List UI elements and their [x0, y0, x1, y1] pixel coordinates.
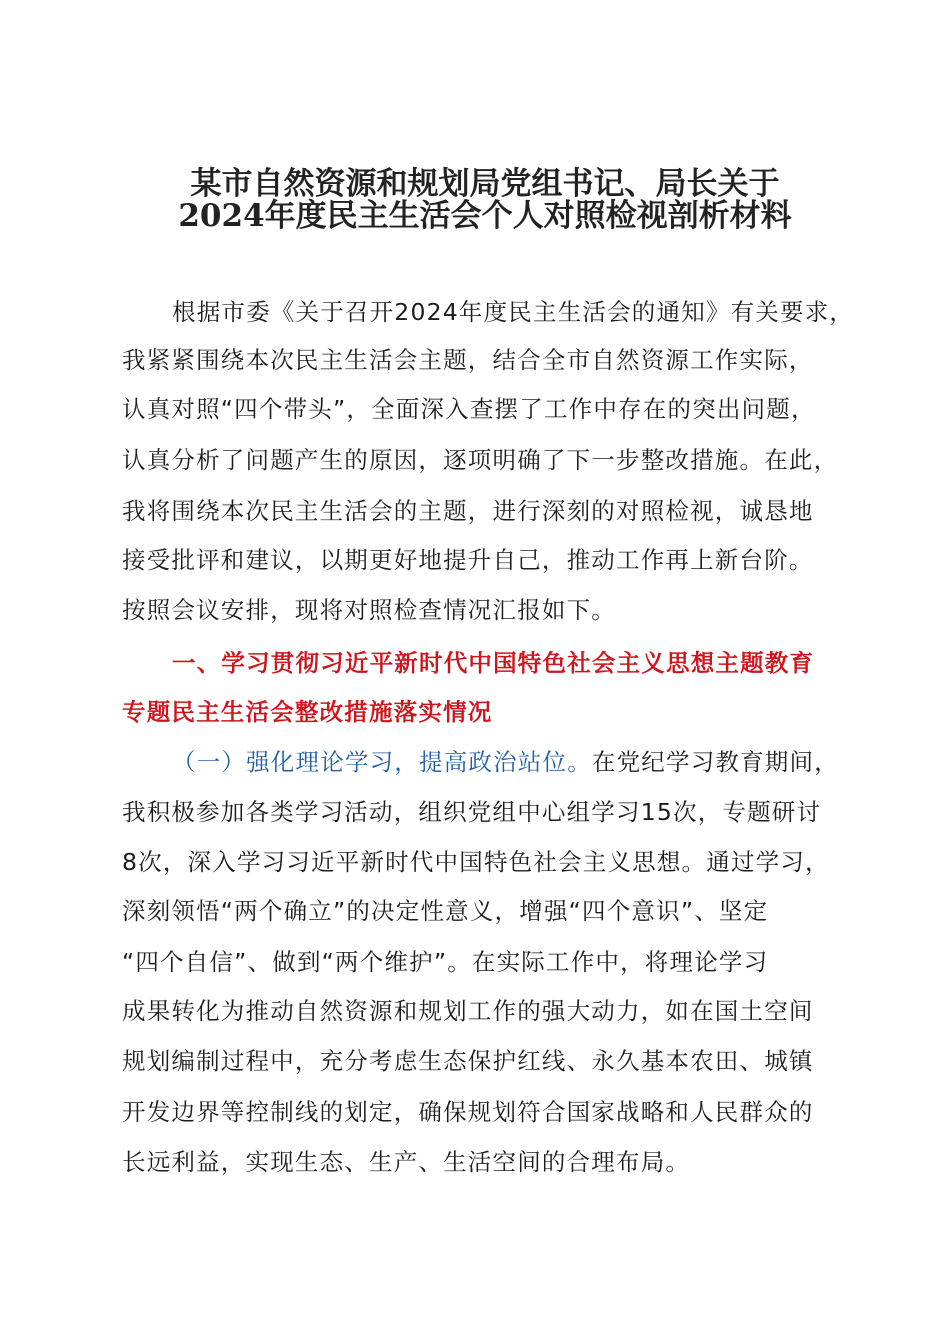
intro-line: 我紧紧围绕本次民主生活会主题，结合全市自然资源工作实际，: [122, 346, 814, 374]
body-line: 深刻领悟“两个确立”的决定性意义，增强“四个意识”、坚定: [122, 897, 769, 925]
intro-line: 接受批评和建议，以期更好地提升自己，推动工作再上新台阶。: [122, 546, 814, 574]
subsection-first-line: [172, 746, 839, 778]
subsection-first-line-text: 在党纪学习教育期间，: [591, 748, 839, 776]
section-heading-line-1: 一、学习贯彻习近平新时代中国特色社会主义思想主题教育: [172, 649, 815, 677]
document-title-line-2: 2024年度民主生活会个人对照检视剖析材料: [178, 198, 792, 234]
intro-line: 按照会议安排，现将对照检查情况汇报如下。: [122, 596, 616, 624]
body-line: 规划编制过程中，充分考虑生态保护红线、永久基本农田、城镇: [122, 1047, 814, 1075]
intro-line: 根据市委《关于召开2024年度民主生活会的通知》有关要求，: [172, 298, 855, 326]
section-heading-line-2: 专题民主生活会整改措施落实情况: [122, 698, 493, 726]
body-line: 开发边界等控制线的划定，确保规划符合国家战略和人民群众的: [122, 1098, 814, 1126]
body-line: “四个自信”、做到“两个维护”。在实际工作中，将理论学习: [122, 948, 769, 976]
document-title-line-1: 某市自然资源和规划局党组书记、局长关于: [190, 166, 780, 202]
subsection-label: （一）强化理论学习，提高政治站位。: [172, 748, 592, 776]
intro-line: 我将围绕本次民主生活会的主题，进行深刻的对照检视，诚恳地: [122, 497, 814, 525]
body-line: 我积极参加各类学习活动，组织党组中心组学习15次，专题研讨: [122, 798, 822, 826]
body-line: 成果转化为推动自然资源和规划工作的强大动力，如在国土空间: [122, 997, 814, 1025]
body-line: 8次，深入学习习近平新时代中国特色社会主义思想。通过学习，: [122, 848, 830, 876]
body-line: 长远利益，实现生态、生产、生活空间的合理布局。: [122, 1148, 691, 1176]
intro-line: 认真对照“四个带头”，全面深入查摆了工作中存在的突出问题，: [122, 395, 816, 423]
intro-line: 认真分析了问题产生的原因，逐项明确了下一步整改措施。在此，: [122, 446, 839, 474]
